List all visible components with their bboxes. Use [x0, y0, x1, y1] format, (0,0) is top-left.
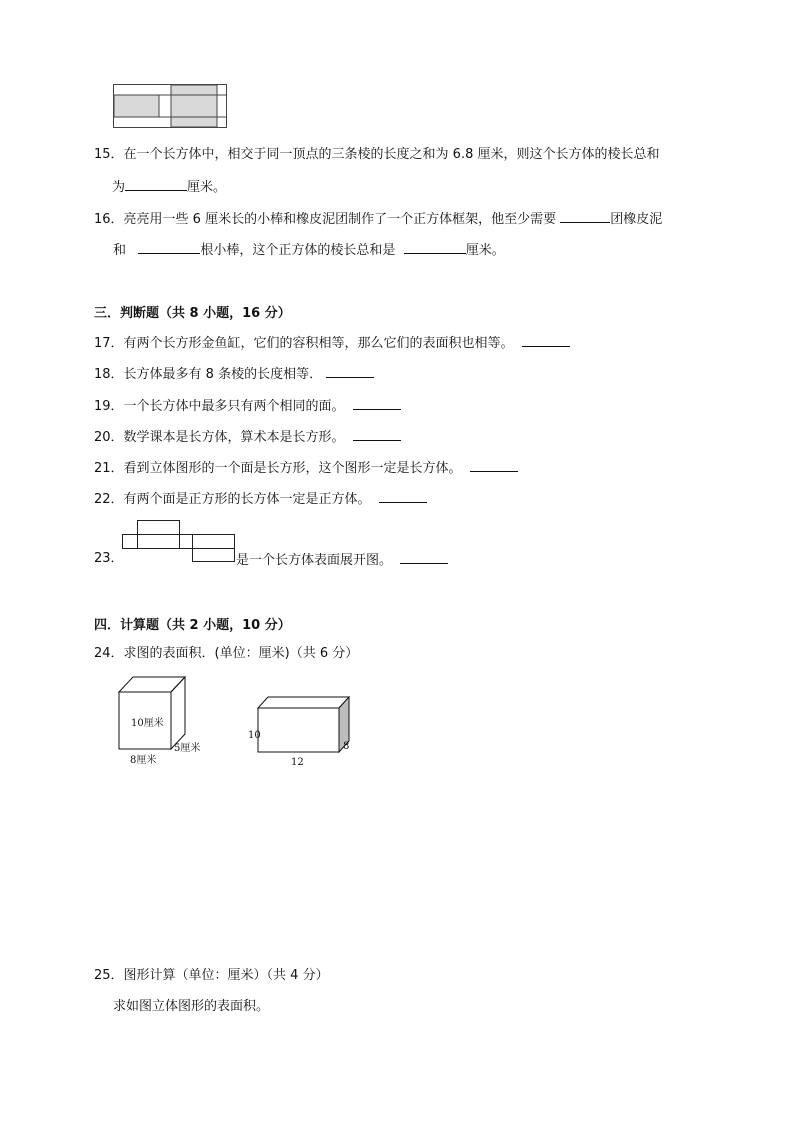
answer-blank[interactable]: [560, 209, 610, 223]
question-text: 图形计算（单位：厘米）（共 4 分）: [123, 968, 329, 983]
question-number: 20．: [94, 430, 124, 445]
question-25-sub: 求如图立体图形的表面积。: [113, 999, 270, 1014]
question-number: 23．: [94, 551, 124, 566]
question-number: 15．: [94, 147, 124, 162]
depth-label: 5厘米: [174, 743, 201, 754]
question-number: 16．: [94, 212, 124, 227]
question-15: [94, 146, 660, 164]
answer-blank[interactable]: [470, 458, 518, 472]
question-18: [94, 364, 374, 384]
width-label: 12: [291, 757, 304, 768]
question-text: 根小棒，这个正方体的棱长总和是: [200, 243, 396, 258]
question-text: 数学课本是长方体，算术本是长方形。: [123, 430, 345, 445]
section-title: 三．判断题（共 8 小题，16 分）: [94, 306, 291, 321]
question-number: 22．: [94, 492, 124, 507]
answer-blank[interactable]: [353, 396, 401, 410]
question-16-line2: [113, 240, 505, 260]
question-17: [94, 333, 570, 353]
question-number: 18．: [94, 367, 124, 382]
question-text: 是一个长方体表面展开图。: [236, 553, 393, 568]
question-text: 亮亮用一些 6 厘米长的小棒和橡皮泥团制作了一个正方体框架，他至少需要: [123, 212, 557, 227]
answer-blank[interactable]: [522, 333, 570, 347]
question-22: [94, 489, 427, 509]
section-title: 四．计算题（共 2 小题，10 分）: [94, 618, 291, 633]
height-label: 10: [248, 730, 261, 741]
answer-blank[interactable]: [326, 364, 374, 378]
answer-blank[interactable]: [379, 489, 427, 503]
question-23: [94, 550, 124, 568]
question-number: 17．: [94, 336, 124, 351]
question-text: 有两个面是正方形的长方体一定是正方体。: [123, 492, 371, 507]
question-number: 19．: [94, 399, 124, 414]
question-text: 厘米。: [187, 180, 227, 195]
question-text: 为: [112, 180, 126, 195]
question-number: 21．: [94, 461, 124, 476]
question-text: 团橡皮泥: [610, 212, 663, 227]
question-19: [94, 396, 401, 416]
question-23-text: [236, 550, 448, 570]
question-text: 一个长方体中最多只有两个相同的面。: [123, 399, 345, 414]
answer-blank[interactable]: [353, 427, 401, 441]
answer-blank[interactable]: [125, 177, 187, 191]
question-text: 看到立体图形的一个面是长方形，这个图形一定是长方体。: [123, 461, 462, 476]
width-label: 8厘米: [130, 755, 157, 766]
question-text: 有两个长方形金鱼缸，它们的容积相等，那么它们的表面积也相等。: [123, 336, 514, 351]
question-text: 厘米。: [465, 243, 505, 258]
cuboid-figure-2: [256, 696, 352, 754]
question-text: 和: [113, 243, 127, 258]
question-21: [94, 458, 518, 478]
question-15-line2: [112, 177, 226, 197]
q23-net-figure: [120, 520, 236, 564]
answer-blank[interactable]: [404, 240, 466, 254]
answer-blank[interactable]: [400, 550, 448, 564]
question-24: [94, 645, 358, 663]
unfolded-net-figure-top: [113, 84, 233, 130]
height-label: 10厘米: [131, 718, 164, 729]
answer-blank[interactable]: [138, 240, 200, 254]
question-text: 长方体最多有 8 条棱的长度相等．: [123, 367, 323, 382]
question-20: [94, 427, 401, 447]
question-number: 25．: [94, 968, 124, 983]
question-number: 24．: [94, 646, 124, 661]
question-25: [94, 967, 329, 985]
question-text: 求图的表面积．(单位：厘米)（共 6 分）: [123, 646, 359, 661]
depth-label: 8: [343, 741, 350, 752]
question-16: [94, 209, 662, 229]
question-text: 在一个长方体中，相交于同一顶点的三条棱的长度之和为 6.8 厘米，则这个长方体的棱长总和: [123, 147, 660, 162]
